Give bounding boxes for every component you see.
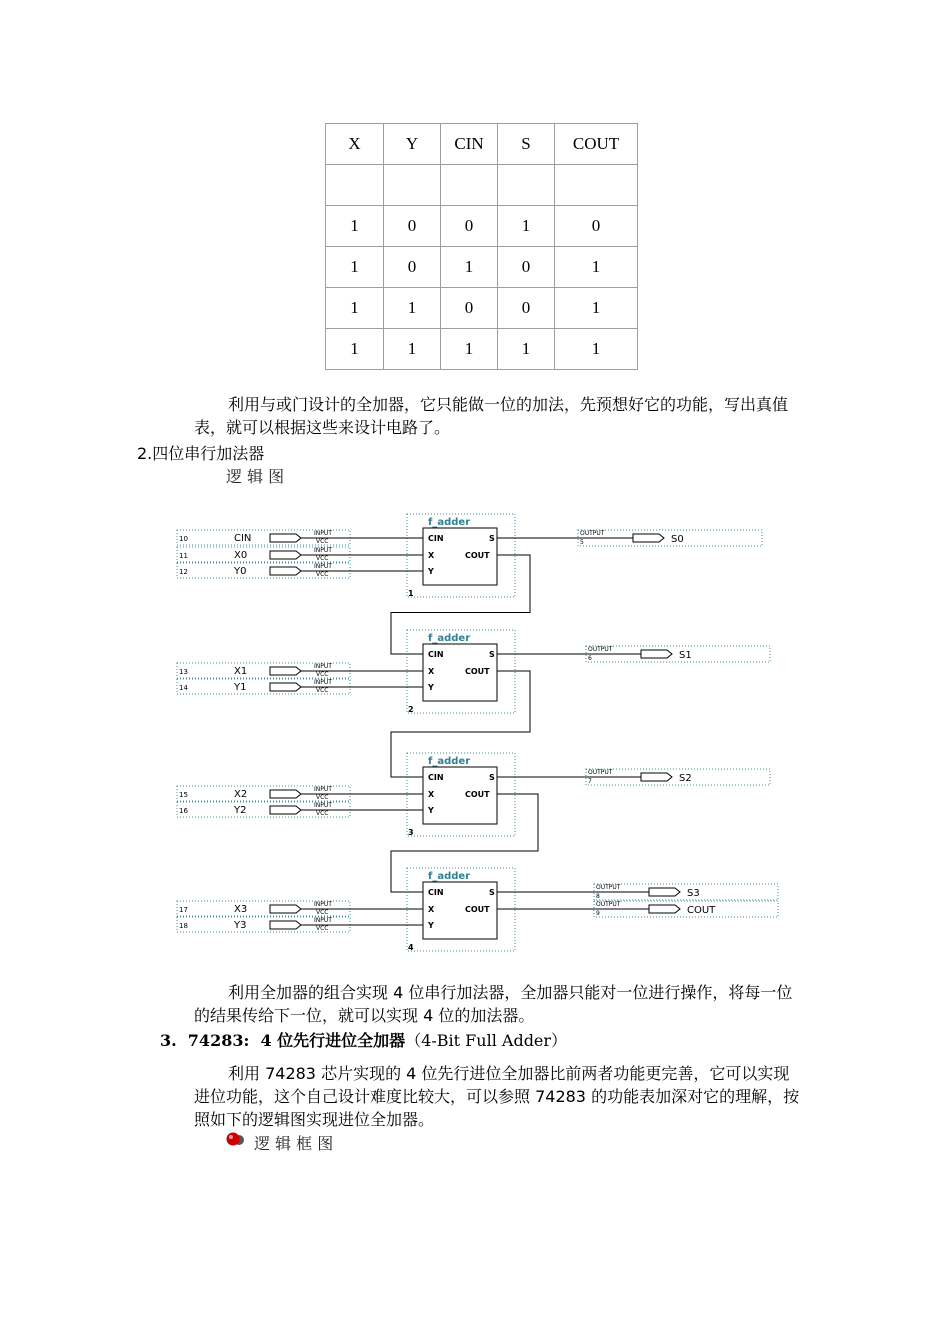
port-s-label: S: [489, 650, 495, 659]
truth-table-cell: 0: [498, 247, 555, 288]
output-pin-number: 5: [580, 539, 584, 546]
input-pin-number: 16: [179, 807, 188, 815]
truth-table-cell: 1: [441, 329, 498, 370]
port-x-label: X: [428, 790, 435, 799]
input-pin-number: 11: [179, 552, 188, 560]
bullet-icon: [223, 1130, 251, 1150]
output-pin-number: 6: [588, 655, 592, 662]
truth-table-cell: 1: [498, 329, 555, 370]
output-type-label: OUTPUT: [596, 901, 621, 908]
port-s-label: S: [489, 888, 495, 897]
adder-block-name: f_adder: [428, 633, 471, 644]
port-cin-label: CIN: [428, 888, 444, 897]
port-cin-label: CIN: [428, 650, 444, 659]
paragraph-1-line-1: 利用与或门设计的全加器，它只能做一位的加法，先预想好它的功能，写出真值: [228, 395, 789, 414]
port-cin-label: CIN: [428, 534, 444, 543]
input-vcc-label: VCC: [316, 571, 329, 578]
input-pin-name: CIN: [234, 533, 252, 544]
output-type-label: OUTPUT: [596, 884, 621, 891]
adder-block-name: f_adder: [428, 517, 471, 528]
output-pin-symbol: [641, 773, 672, 781]
instance-number: 2: [408, 705, 414, 714]
input-type-label: INPUT: [314, 563, 332, 570]
truth-table-header-cell: Y: [384, 124, 441, 165]
input-pin-symbol: [270, 683, 301, 691]
port-x-label: X: [428, 551, 435, 560]
section-2-title: 2.四位串行加法器: [137, 444, 265, 463]
truth-table-cell: 0: [441, 288, 498, 329]
port-y-label: Y: [428, 567, 434, 576]
port-cin-label: CIN: [428, 773, 444, 782]
input-pin-number: 14: [179, 684, 188, 692]
output-pin-symbol: [633, 534, 664, 542]
output-type-label: OUTPUT: [588, 769, 613, 776]
output-type-label: OUTPUT: [580, 530, 605, 537]
output-pin-number: 8: [596, 893, 600, 900]
truth-table-cell: 0: [498, 288, 555, 329]
section-3-subtitle: 逻 辑 框 图: [254, 1134, 334, 1153]
paragraph-2-line-1: 利用全加器的组合实现 4 位串行加法器，全加器只能对一位进行操作，将每一位: [228, 983, 793, 1002]
truth-table-cell: 1: [555, 288, 638, 329]
port-x-label: X: [428, 905, 435, 914]
truth-table-cell: 0: [384, 247, 441, 288]
input-pin-symbol: [270, 567, 301, 575]
truth-table-header-cell: S: [498, 124, 555, 165]
input-pin-name: Y2: [234, 805, 247, 816]
input-vcc-label: VCC: [316, 538, 329, 545]
instance-number: 3: [408, 828, 414, 837]
input-pin-number: 13: [179, 668, 188, 676]
output-pin-symbol: [649, 905, 680, 913]
input-vcc-label: VCC: [316, 555, 329, 562]
input-type-label: INPUT: [314, 786, 332, 793]
truth-table-cell: 1: [555, 247, 638, 288]
input-pin-symbol: [270, 905, 301, 913]
port-cout-label: COUT: [465, 905, 490, 914]
output-pin-name: S1: [679, 650, 692, 661]
input-type-label: INPUT: [314, 530, 332, 537]
input-vcc-label: VCC: [316, 794, 329, 801]
input-pin-symbol: [270, 921, 301, 929]
port-y-label: Y: [428, 806, 434, 815]
paragraph-1-line-2: 表，就可以根据这些来设计电路了。: [194, 418, 451, 437]
section-3-number: 3.: [160, 1031, 177, 1050]
paragraph-2-line-2: 的结果传给下一位，就可以实现 4 位的加法器。: [194, 1006, 535, 1025]
input-pin-number: 10: [179, 535, 188, 543]
port-s-label: S: [489, 773, 495, 782]
input-pin-symbol: [270, 806, 301, 814]
instance-number: 1: [408, 589, 414, 598]
input-pin-symbol: [270, 667, 301, 675]
paragraph-3-line-1: 利用 74283 芯片实现的 4 位先行进位全加器比前两者功能更完善，它可以实现: [228, 1064, 790, 1083]
truth-table-cell: 0: [441, 206, 498, 247]
input-pin-symbol: [270, 551, 301, 559]
output-type-label: OUTPUT: [588, 646, 613, 653]
input-pin-name: Y3: [234, 920, 247, 931]
input-pin-name: Y0: [234, 566, 247, 577]
truth-table-cell: 1: [384, 329, 441, 370]
truth-table-cell: 1: [326, 288, 384, 329]
truth-table-cell: 0: [384, 206, 441, 247]
output-pin-symbol: [641, 650, 672, 658]
section-3-chip: 74283:: [187, 1031, 250, 1050]
output-pin-name: COUT: [687, 905, 716, 916]
section-3-heading: [160, 1028, 567, 1051]
truth-table-header-cell: X: [326, 124, 384, 165]
output-pin-name: S0: [671, 534, 684, 545]
input-pin-number: 18: [179, 922, 188, 930]
truth-table-cell: 1: [326, 247, 384, 288]
adder-block-name: f_adder: [428, 871, 471, 882]
output-pin-name: S3: [687, 888, 700, 899]
truth-table-cell: 1: [384, 288, 441, 329]
section-3-title: 4 位先行进位全加器: [260, 1031, 406, 1050]
input-vcc-label: VCC: [316, 810, 329, 817]
input-vcc-label: VCC: [316, 687, 329, 694]
output-pin-symbol: [649, 888, 680, 896]
output-pin-name: S2: [679, 773, 692, 784]
input-pin-name: X3: [234, 904, 248, 915]
port-cout-label: COUT: [465, 551, 490, 560]
truth-table-cell: 1: [326, 329, 384, 370]
adder-block-name: f_adder: [428, 756, 471, 767]
truth-table-cell: 1: [326, 206, 384, 247]
input-type-label: INPUT: [314, 802, 332, 809]
input-type-label: INPUT: [314, 547, 332, 554]
input-pin-number: 17: [179, 906, 188, 914]
input-vcc-label: VCC: [316, 671, 329, 678]
truth-table-header-cell: CIN: [441, 124, 498, 165]
port-y-label: Y: [428, 921, 434, 930]
port-s-label: S: [489, 534, 495, 543]
output-pin-number: 9: [596, 910, 600, 917]
port-y-label: Y: [428, 683, 434, 692]
input-pin-number: 12: [179, 568, 188, 576]
input-type-label: INPUT: [314, 663, 332, 670]
output-pin-number: 7: [588, 778, 592, 785]
truth-table-cell: 1: [498, 206, 555, 247]
input-pin-symbol: [270, 534, 301, 542]
input-type-label: INPUT: [314, 679, 332, 686]
input-pin-name: X0: [234, 550, 248, 561]
port-cout-label: COUT: [465, 790, 490, 799]
paragraph-3-line-3: 照如下的逻辑图实现进位全加器。: [194, 1110, 435, 1129]
port-cout-label: COUT: [465, 667, 490, 676]
section-3-english: （4-Bit Full Adder）: [405, 1031, 568, 1050]
truth-table-cell: 1: [555, 329, 638, 370]
port-x-label: X: [428, 667, 435, 676]
input-vcc-label: VCC: [316, 925, 329, 932]
input-vcc-label: VCC: [316, 909, 329, 916]
section-2-subtitle: 逻 辑 图: [226, 467, 285, 486]
input-type-label: INPUT: [314, 901, 332, 908]
instance-number: 4: [408, 943, 414, 952]
input-pin-symbol: [270, 790, 301, 798]
paragraph-3-line-2: 进位功能，这个自己设计难度比较大，可以参照 74283 的功能表加深对它的理解，按: [194, 1087, 800, 1106]
input-pin-name: Y1: [234, 682, 247, 693]
input-pin-name: X2: [234, 789, 248, 800]
truth-table-header-cell: COUT: [555, 124, 638, 165]
input-type-label: INPUT: [314, 917, 332, 924]
input-pin-number: 15: [179, 791, 188, 799]
truth-table-cell: 1: [441, 247, 498, 288]
truth-table-cell: 0: [555, 206, 638, 247]
input-pin-name: X1: [234, 666, 248, 677]
